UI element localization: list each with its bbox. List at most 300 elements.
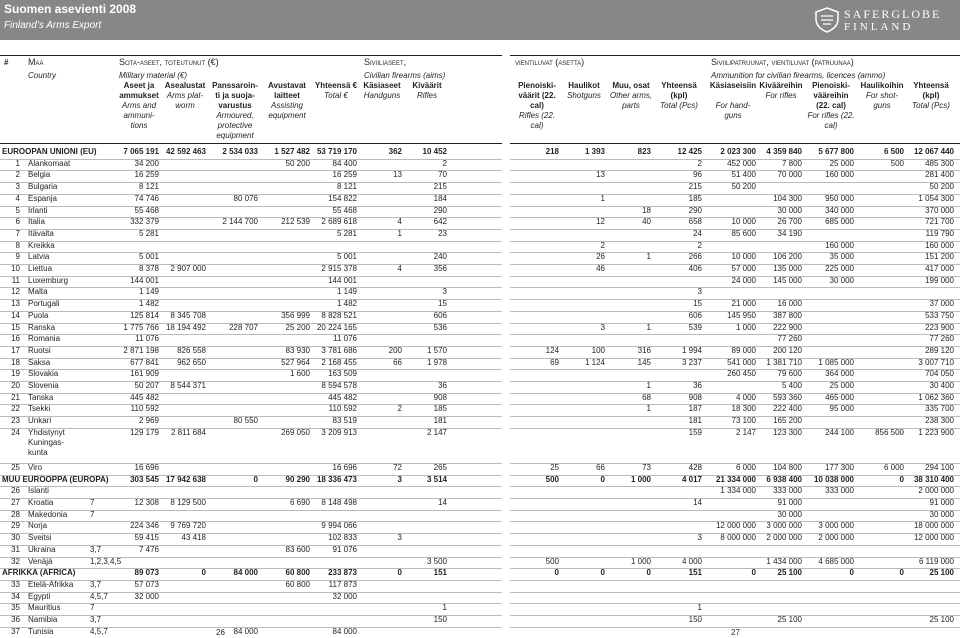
row-21-right-5: 593 360 <box>773 392 802 402</box>
row-1-num: 1 <box>15 158 20 168</box>
header-left-col-5-fi: Käsiaseet <box>363 81 401 90</box>
row-34-rule-right <box>510 580 960 581</box>
row-6-right-4: 10 000 <box>731 217 756 227</box>
row-25-right-5: 104 800 <box>773 462 802 472</box>
row-2-left-4: 16 259 <box>332 170 357 180</box>
row-1-left-6: 2 <box>442 158 447 168</box>
row-17-right-3: 1 994 <box>681 345 702 355</box>
row-7-right-5: 34 190 <box>777 228 802 238</box>
row-26-name: MUU EUROOPPA (EUROPA) <box>2 474 109 484</box>
row-20-name: Slovenia <box>28 381 59 390</box>
row-6-left-3: 212 539 <box>281 217 310 227</box>
row-12-right-3: 3 <box>697 287 702 297</box>
row-18-right-8: 3 007 710 <box>918 357 954 367</box>
row-16-left-4: 11 076 <box>333 334 357 344</box>
header-right-col-1-fi: Haulikot <box>568 81 600 90</box>
row-38-right-3: 150 <box>688 615 702 624</box>
row-9-num: 9 <box>15 252 20 262</box>
row-12-name: Malta <box>28 287 48 297</box>
row-17-left-3: 83 930 <box>285 345 310 355</box>
row-25-name: Viro <box>28 462 43 472</box>
row-28-right-3: 14 <box>693 498 702 507</box>
row-0-name: EUROOPAN UNIONI (EU) <box>2 147 97 156</box>
row-2-right-3: 96 <box>693 170 702 180</box>
row-5-left-6: 290 <box>433 205 447 215</box>
header-right-col-3-en: Total (Pcs) <box>660 101 698 110</box>
row-39-num: 37 <box>11 626 20 636</box>
row-32-left-0: 7 476 <box>138 544 159 554</box>
row-30-right-6: 3 000 000 <box>818 521 854 531</box>
row-0-right-7: 6 500 <box>883 147 904 156</box>
row-19-right-6: 364 000 <box>825 369 854 379</box>
row-28-left-3: 6 690 <box>289 498 310 507</box>
row-36-rule-right <box>510 603 960 604</box>
row-2-left-0: 16 259 <box>134 170 159 180</box>
row-13-num: 13 <box>11 299 20 309</box>
row-6-left-4: 2 689 618 <box>321 217 357 227</box>
row-20-right-8: 30 400 <box>929 381 954 390</box>
row-9-right-2: 1 <box>646 252 651 262</box>
row-15-left-4: 20 224 165 <box>316 322 357 332</box>
row-26-left-6: 3 514 <box>426 474 447 484</box>
row-4-rule-right <box>510 206 960 207</box>
row-2-name: Belgia <box>28 170 51 180</box>
row-2-left-5: 13 <box>393 170 402 180</box>
row-9-right-1: 26 <box>596 252 605 262</box>
row-22-right-3: 187 <box>688 404 702 414</box>
row-28-note: 7 <box>90 498 95 507</box>
row-25-right-8: 294 100 <box>925 462 954 472</box>
row-3-right-4: 50 200 <box>731 182 756 192</box>
row-1-left-3: 50 200 <box>285 158 310 168</box>
row-21-name: Tanska <box>28 392 54 402</box>
row-11-rule-right <box>510 287 960 288</box>
row-36-num: 34 <box>11 591 20 601</box>
row-23-left-4: 83 519 <box>332 416 357 426</box>
row-20-left-6: 36 <box>438 381 447 390</box>
header-right-col-8-fi: Yhteensä (kpl) <box>913 81 949 100</box>
row-9-left-4: 5 001 <box>336 252 357 262</box>
header-right-col-2-fi: Muu, osat <box>612 81 650 90</box>
row-0-right-2: 823 <box>637 147 651 156</box>
row-30-name: Norja <box>28 521 48 531</box>
row-7-right-3: 24 <box>693 228 702 238</box>
row-28-right-8: 91 000 <box>929 498 954 507</box>
row-9-left-0: 5 001 <box>138 252 159 262</box>
row-1-left-4: 84 400 <box>332 158 357 168</box>
row-20-num: 20 <box>11 381 20 390</box>
header-right-col-7-en: For shot-guns <box>865 91 898 110</box>
row-15-left-3: 25 200 <box>285 322 310 332</box>
header-right-col-8-en: Total (Pcs) <box>912 101 950 110</box>
row-30-num: 29 <box>11 521 20 531</box>
row-11-left-0: 144 001 <box>130 275 159 285</box>
row-26-left-1: 17 942 638 <box>165 474 206 484</box>
row-26-right-5: 6 938 400 <box>766 474 802 484</box>
row-23-left-0: 2 969 <box>138 416 159 426</box>
row-31-right-3: 3 <box>697 533 702 543</box>
row-23-name: Unkari <box>28 416 52 426</box>
row-5-right-8: 370 000 <box>925 205 954 215</box>
header-military-en: Military material (€) <box>119 71 188 80</box>
row-0-right-4: 2 023 300 <box>720 147 756 156</box>
row-0-right-8: 12 067 440 <box>913 147 954 156</box>
row-10-right-3: 406 <box>688 264 702 273</box>
row-27-num: 26 <box>11 486 20 496</box>
row-6-left-6: 642 <box>433 217 447 227</box>
row-33-right-5: 1 434 000 <box>766 556 802 566</box>
row-34-right-4: 0 <box>751 568 756 578</box>
row-1-left-0: 34 200 <box>134 158 159 168</box>
row-29-right-8: 30 000 <box>929 509 954 519</box>
row-25-right-0: 25 <box>550 462 559 472</box>
row-8-num: 8 <box>15 240 20 250</box>
row-23-right-5: 165 200 <box>773 416 802 426</box>
row-0-right-3: 12 425 <box>677 147 702 156</box>
row-24-right-3: 159 <box>688 427 702 437</box>
row-34-right-5: 25 100 <box>777 568 802 578</box>
header-right-col-5-fi: Kivääreihin <box>759 81 803 90</box>
header-country-en: Country <box>28 71 57 80</box>
row-22-num: 22 <box>11 404 20 414</box>
row-37-name: Mauritius <box>28 603 61 613</box>
row-11-right-4: 24 000 <box>731 275 756 285</box>
row-10-right-4: 57 000 <box>731 264 756 273</box>
row-23-right-3: 181 <box>688 416 702 426</box>
row-13-left-4: 1 482 <box>336 299 357 309</box>
row-20-left-0: 50 207 <box>134 381 159 390</box>
row-24-left-1: 2 811 684 <box>171 427 206 437</box>
row-22-left-5: 2 <box>397 404 402 414</box>
row-2-right-6: 160 000 <box>825 170 854 180</box>
row-34-left-3: 60 800 <box>285 568 310 578</box>
row-29-name: Makedonia <box>28 509 68 519</box>
row-34-left-5: 0 <box>397 568 402 578</box>
row-0-right-5: 4 359 840 <box>766 147 802 156</box>
header-ammo-fi: Siviilipatruunat, vientiluvat (patruunaa) <box>711 57 854 67</box>
header-bar <box>0 0 960 40</box>
row-37-right-3: 1 <box>697 603 702 613</box>
row-25-right-3: 428 <box>688 462 702 472</box>
row-6-right-5: 26 700 <box>777 217 802 227</box>
row-26-right-1: 0 <box>600 474 605 484</box>
row-4-left-2: 80 076 <box>233 193 258 203</box>
row-8-right-6: 160 000 <box>825 240 854 250</box>
row-18-left-5: 66 <box>393 357 402 367</box>
row-9-right-4: 10 000 <box>731 252 756 262</box>
row-1-right-3: 2 <box>697 158 702 168</box>
row-14-num: 14 <box>11 310 20 320</box>
row-4-left-0: 74 746 <box>134 193 159 203</box>
row-6-right-6: 685 000 <box>825 217 854 227</box>
saferglobe-logo <box>814 2 956 38</box>
row-6-left-2: 2 144 700 <box>222 217 258 227</box>
row-25-right-1: 66 <box>596 462 605 472</box>
header-civilian-fi: Siviiliaseet, <box>364 57 407 67</box>
row-35-rule-right <box>510 592 960 593</box>
row-24-num: 24 <box>11 427 20 437</box>
row-26-right-8: 38 310 400 <box>913 474 954 484</box>
row-10-left-4: 2 915 378 <box>321 264 357 273</box>
row-39-name: Tunisia <box>28 626 54 636</box>
row-8-name: Kreikka <box>28 240 55 250</box>
row-10-left-0: 8 378 <box>138 264 159 273</box>
row-11-right-5: 145 000 <box>773 275 802 285</box>
row-15-right-1: 3 <box>600 322 605 332</box>
row-22-name: Tsekki <box>28 404 51 414</box>
row-19-name: Slovakia <box>28 369 59 379</box>
header-civilian-en: Civilian firearms (aims) <box>364 71 446 80</box>
row-4-right-5: 104 300 <box>773 193 802 203</box>
row-35-num: 33 <box>11 579 20 589</box>
header-left-col-3-fi: Avustavat laitteet <box>268 81 306 100</box>
row-5-name: Irlanti <box>28 205 48 215</box>
row-24-right-4: 2 147 <box>735 427 756 437</box>
row-34-right-3: 151 <box>688 568 702 578</box>
header-bottom-rule-left <box>0 143 502 144</box>
row-16-right-8: 77 260 <box>929 334 954 344</box>
row-21-left-6: 908 <box>433 392 447 402</box>
row-15-right-2: 1 <box>646 322 651 332</box>
row-10-name: Liettua <box>28 264 53 273</box>
row-38-right-5: 25 100 <box>777 615 802 624</box>
row-9-name: Latvia <box>28 252 50 262</box>
row-27-rule-right <box>510 498 960 499</box>
row-1-right-8: 485 300 <box>925 158 954 168</box>
row-24-right-7: 856 500 <box>875 427 904 437</box>
row-11-num: 11 <box>11 275 20 285</box>
row-17-num: 17 <box>11 345 20 355</box>
header-right-col-4-en: For hand-guns <box>715 101 751 120</box>
row-27-name: Islanti <box>28 486 49 496</box>
row-16-name: Romania <box>28 334 61 344</box>
row-14-left-6: 606 <box>433 310 447 320</box>
row-21-right-3: 908 <box>688 392 702 402</box>
row-10-left-1: 2 907 000 <box>170 264 206 273</box>
row-23-left-6: 181 <box>433 416 447 426</box>
row-12-left-4: 1 149 <box>336 287 357 297</box>
row-26-left-0: 303 545 <box>130 474 159 484</box>
row-18-right-5: 1 381 710 <box>766 357 802 367</box>
header-bottom-rule-right <box>510 143 960 144</box>
row-5-right-6: 340 000 <box>825 205 854 215</box>
row-26-right-6: 10 038 000 <box>813 474 854 484</box>
row-4-left-6: 184 <box>433 193 447 203</box>
row-32-name: Ukraina <box>28 544 56 554</box>
row-15-right-5: 222 900 <box>773 322 802 332</box>
row-6-right-8: 721 700 <box>925 217 954 227</box>
row-10-right-5: 135 000 <box>773 264 802 273</box>
row-3-left-4: 8 121 <box>336 182 357 192</box>
row-14-right-5: 387 800 <box>773 310 802 320</box>
row-17-left-6: 1 570 <box>426 345 447 355</box>
row-11-left-4: 144 001 <box>328 275 357 285</box>
row-16-num: 16 <box>11 334 20 344</box>
row-22-left-0: 110 592 <box>130 404 159 414</box>
row-10-right-6: 225 000 <box>825 264 854 273</box>
row-31-left-0: 59 415 <box>134 533 159 543</box>
row-4-right-6: 950 000 <box>825 193 854 203</box>
row-17-right-4: 89 000 <box>731 345 756 355</box>
row-7-left-5: 1 <box>397 228 402 238</box>
header-right-col-0-en: Rifles (22. cal) <box>518 111 555 130</box>
row-22-right-2: 1 <box>646 404 651 414</box>
row-23-right-4: 73 100 <box>731 416 756 426</box>
row-21-right-6: 465 000 <box>825 392 854 402</box>
document-subtitle: Finland’s Arms Export <box>4 20 102 31</box>
row-20-right-2: 1 <box>646 381 651 390</box>
row-5-num: 5 <box>15 205 20 215</box>
row-17-right-2: 316 <box>637 345 651 355</box>
row-13-left-0: 1 482 <box>138 299 159 309</box>
row-18-right-0: 69 <box>550 357 559 367</box>
row-34-name: AFRIKKA (AFRICA) <box>2 568 76 578</box>
row-34-right-6: 0 <box>849 568 854 578</box>
row-29-right-5: 30 000 <box>777 509 802 519</box>
row-26-right-0: 500 <box>545 474 559 484</box>
row-3-left-6: 215 <box>433 182 447 192</box>
header-right-col-4-fi: Käsiaseisiin <box>709 81 757 90</box>
header-left-col-0-fi: Aseet ja ammukset <box>119 81 159 100</box>
row-32-left-3: 83 600 <box>285 544 310 554</box>
row-8-right-8: 160 000 <box>925 240 954 250</box>
header-left-col-5-en: Handguns <box>363 91 401 100</box>
row-10-num: 10 <box>11 264 20 273</box>
row-1-right-5: 7 800 <box>781 158 802 168</box>
row-7-num: 7 <box>15 228 20 238</box>
header-right-col-5-en: For rifles <box>765 91 797 100</box>
row-25-left-4: 16 696 <box>332 462 357 472</box>
row-0-right-6: 5 677 800 <box>818 147 854 156</box>
header-right-col-0-fi: Pienoiski-väärit (22. cal) <box>518 81 556 110</box>
row-14-right-8: 533 750 <box>925 310 954 320</box>
row-28-rule-right <box>510 510 960 511</box>
row-35-left-0: 57 073 <box>134 579 159 589</box>
row-7-name: Itävalta <box>28 228 54 238</box>
row-25-left-5: 72 <box>393 462 402 472</box>
row-18-left-3: 527 964 <box>281 357 310 367</box>
row-17-left-0: 2 871 198 <box>123 345 159 355</box>
row-5-left-0: 55 468 <box>134 205 159 215</box>
row-37-num: 35 <box>11 603 20 613</box>
row-25-num: 25 <box>11 462 20 472</box>
row-18-left-6: 1 978 <box>426 357 447 367</box>
row-1-right-4: 452 000 <box>727 158 756 168</box>
row-7-left-6: 23 <box>438 228 447 238</box>
row-0-left-2: 2 534 033 <box>222 147 258 156</box>
row-18-right-1: 1 124 <box>584 357 605 367</box>
row-18-right-6: 1 085 000 <box>818 357 854 367</box>
row-15-right-4: 1 000 <box>735 322 756 332</box>
row-24-left-3: 269 050 <box>281 427 310 437</box>
row-14-name: Puola <box>28 310 49 320</box>
header-right-col-7-fi: Haulikoihin <box>860 81 904 90</box>
page-number-left: 26 <box>216 628 225 637</box>
row-34-left-2: 84 000 <box>233 568 258 578</box>
row-0-left-6: 10 452 <box>422 147 447 156</box>
row-27-right-8: 2 000 000 <box>918 486 954 496</box>
row-22-right-6: 95 000 <box>829 404 854 414</box>
row-3-right-3: 215 <box>688 182 702 192</box>
row-34-right-8: 25 100 <box>929 568 954 578</box>
row-31-left-4: 102 833 <box>328 533 357 543</box>
row-4-num: 4 <box>15 193 20 203</box>
row-15-rule-right <box>510 334 960 335</box>
row-29-num: 28 <box>11 509 20 519</box>
row-6-num: 6 <box>15 217 20 227</box>
row-36-left-0: 32 000 <box>134 591 159 601</box>
row-19-right-4: 260 450 <box>727 369 756 379</box>
row-21-left-0: 445 482 <box>130 392 159 402</box>
header-country-fi: Maa <box>28 57 44 67</box>
row-8-right-3: 2 <box>697 240 702 250</box>
row-19-left-4: 163 509 <box>328 369 357 379</box>
row-6-left-5: 4 <box>397 217 402 227</box>
row-33-right-0: 500 <box>545 556 559 566</box>
row-30-left-1: 9 769 720 <box>170 521 206 531</box>
row-13-right-8: 37 000 <box>929 299 954 309</box>
row-36-left-4: 32 000 <box>332 591 357 601</box>
row-15-right-3: 539 <box>688 322 702 332</box>
row-17-left-4: 3 781 686 <box>321 345 357 355</box>
row-7-right-4: 85 600 <box>731 228 756 238</box>
header-left-col-1-en: Arms plat-worm <box>166 91 204 110</box>
row-34-left-4: 233 873 <box>328 568 357 578</box>
row-25-right-2: 73 <box>642 462 651 472</box>
row-11-name: Luxemburg <box>28 275 69 285</box>
header-left-col-4-fi: Yhteensä € <box>314 81 358 90</box>
row-28-left-6: 14 <box>438 498 447 507</box>
row-39-left-4: 84 000 <box>332 626 357 636</box>
row-37-note: 7 <box>90 603 95 613</box>
row-34-left-6: 151 <box>433 568 447 578</box>
row-6-right-1: 12 <box>596 217 605 227</box>
header-rule-left <box>0 55 502 56</box>
header-licences-fi: vientiluvat (asetta) <box>515 57 585 67</box>
row-21-num: 21 <box>11 392 20 402</box>
logo-text-saferglobe: SAFERGLOBE <box>844 7 942 21</box>
row-31-right-8: 12 000 000 <box>913 533 954 543</box>
header-ammo-en: Ammunition for civilian firearms, licences (ammo) <box>711 71 886 80</box>
row-5-right-3: 290 <box>688 205 702 215</box>
row-32-note: 3,7 <box>90 544 102 554</box>
row-18-left-1: 962 650 <box>177 357 206 367</box>
row-2-num: 2 <box>15 170 20 180</box>
row-21-left-4: 445 482 <box>328 392 357 402</box>
header-left-col-0-en: Arms and ammuni-tions <box>121 101 157 130</box>
row-32-rule-right <box>510 557 960 558</box>
row-10-right-1: 46 <box>596 264 605 273</box>
row-12-num: 12 <box>11 287 20 297</box>
row-38-note: 3,7 <box>90 615 102 624</box>
row-39-left-2: 84 000 <box>233 626 258 636</box>
row-33-left-6: 3 500 <box>426 556 447 566</box>
row-26-left-4: 18 336 473 <box>316 474 357 484</box>
row-34-right-7: 0 <box>899 568 904 578</box>
row-13-right-3: 15 <box>693 299 702 309</box>
row-19-num: 19 <box>11 369 20 379</box>
row-18-right-3: 3 237 <box>681 357 702 367</box>
row-26-left-2: 0 <box>253 474 258 484</box>
row-33-right-8: 6 119 000 <box>919 556 954 566</box>
row-30-right-5: 3 000 000 <box>766 521 802 531</box>
row-9-right-5: 106 200 <box>773 252 802 262</box>
row-35-note: 3,7 <box>90 579 102 589</box>
row-0-right-0: 218 <box>545 147 559 156</box>
row-27-right-6: 333 000 <box>825 486 854 496</box>
row-4-left-4: 154 822 <box>328 193 357 203</box>
row-38-right-8: 25 100 <box>929 615 954 624</box>
